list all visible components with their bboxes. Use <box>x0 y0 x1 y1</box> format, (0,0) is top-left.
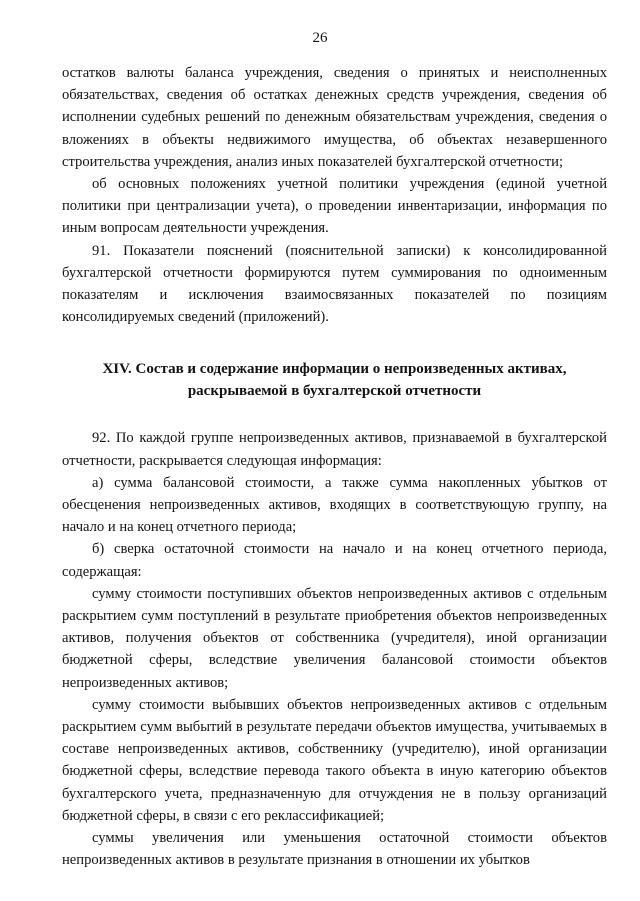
section-title-line-2: раскрываемой в бухгалтерской отчетности <box>187 383 482 400</box>
paragraph-disposed-objects: сумму стоимости выбывших объектов непроизведенных активов с отдельным раскрытием сумм выбытий в результате передачи объектов имущества, учитываемых в составе непроизведенных активов, собственнику (учредителю), иной организации бюджетной сферы, вследствие перевода такого объекта в иную категорию объектов бухгалтерского учета, предназначенную для отчуждения не в пользу организаций бюджетной сферы, в связи с его реклассификацией; <box>62 696 607 824</box>
paragraph-accounting-policy: об основных положениях учетной политики учреждения (единой учетной политики при централизации учета), о проведении инвентаризации, информация по иным вопросам деятельности учреждения. <box>62 176 607 237</box>
paragraph-92-a: а) сумма балансовой стоимости, а также сумма накопленных убытков от обесценения непроизведенных активов, входящих в соответствующую группу, на начало и на конец отчетного периода; <box>62 474 607 536</box>
paragraph-received-objects: сумму стоимости поступивших объектов непроизведенных активов с отдельным раскрытием сумм поступлений в результате приобретения объектов непроизведенных активов, получения объектов от собственника (учредителя), иной организации бюджетной сферы, вследствие увеличения балансовой стоимости объектов непроизведенных активов; <box>62 585 607 691</box>
section-title-line-1: XIV. Состав и содержание информации о непроизведенных активах, <box>102 361 567 378</box>
paragraph-value-change: суммы увеличения или уменьшения остаточной стоимости объектов непроизведенных активов в результате признания в отношении их убытков <box>62 830 607 869</box>
paragraph-continuation: остатков валюты баланса учреждения, сведения о принятых и неисполненных обязательствах, сведения об остатках денежных средств учреждения, сведения об исполнении судебных решений по денежным обязательствам учреждения, сведения о вложениях в объекты недвижимого имущества, об объектах незавершенного строительства учреждения, анализ иных показателей бухгалтерской отчетности; <box>62 65 607 170</box>
paragraph-92: 92. По каждой группе непроизведенных активов, признаваемой в бухгалтерской отчетности, раскрывается следующая информация: <box>62 430 607 469</box>
paragraph-92-b: б) сверка остаточной стоимости на начало и на конец отчетного периода, содержащая: <box>62 541 607 580</box>
page-number: 26 <box>312 30 328 46</box>
document-body <box>62 62 607 872</box>
section-title <box>62 358 607 402</box>
paragraph-91: 91. Показатели пояснений (пояснительной записки) к консолидированной бухгалтерской отчетности формируются путем суммирования по одноименным показателям и исключения взаимосвязанных показателей по позициям консолидируемых сведений (приложений). <box>62 242 607 326</box>
